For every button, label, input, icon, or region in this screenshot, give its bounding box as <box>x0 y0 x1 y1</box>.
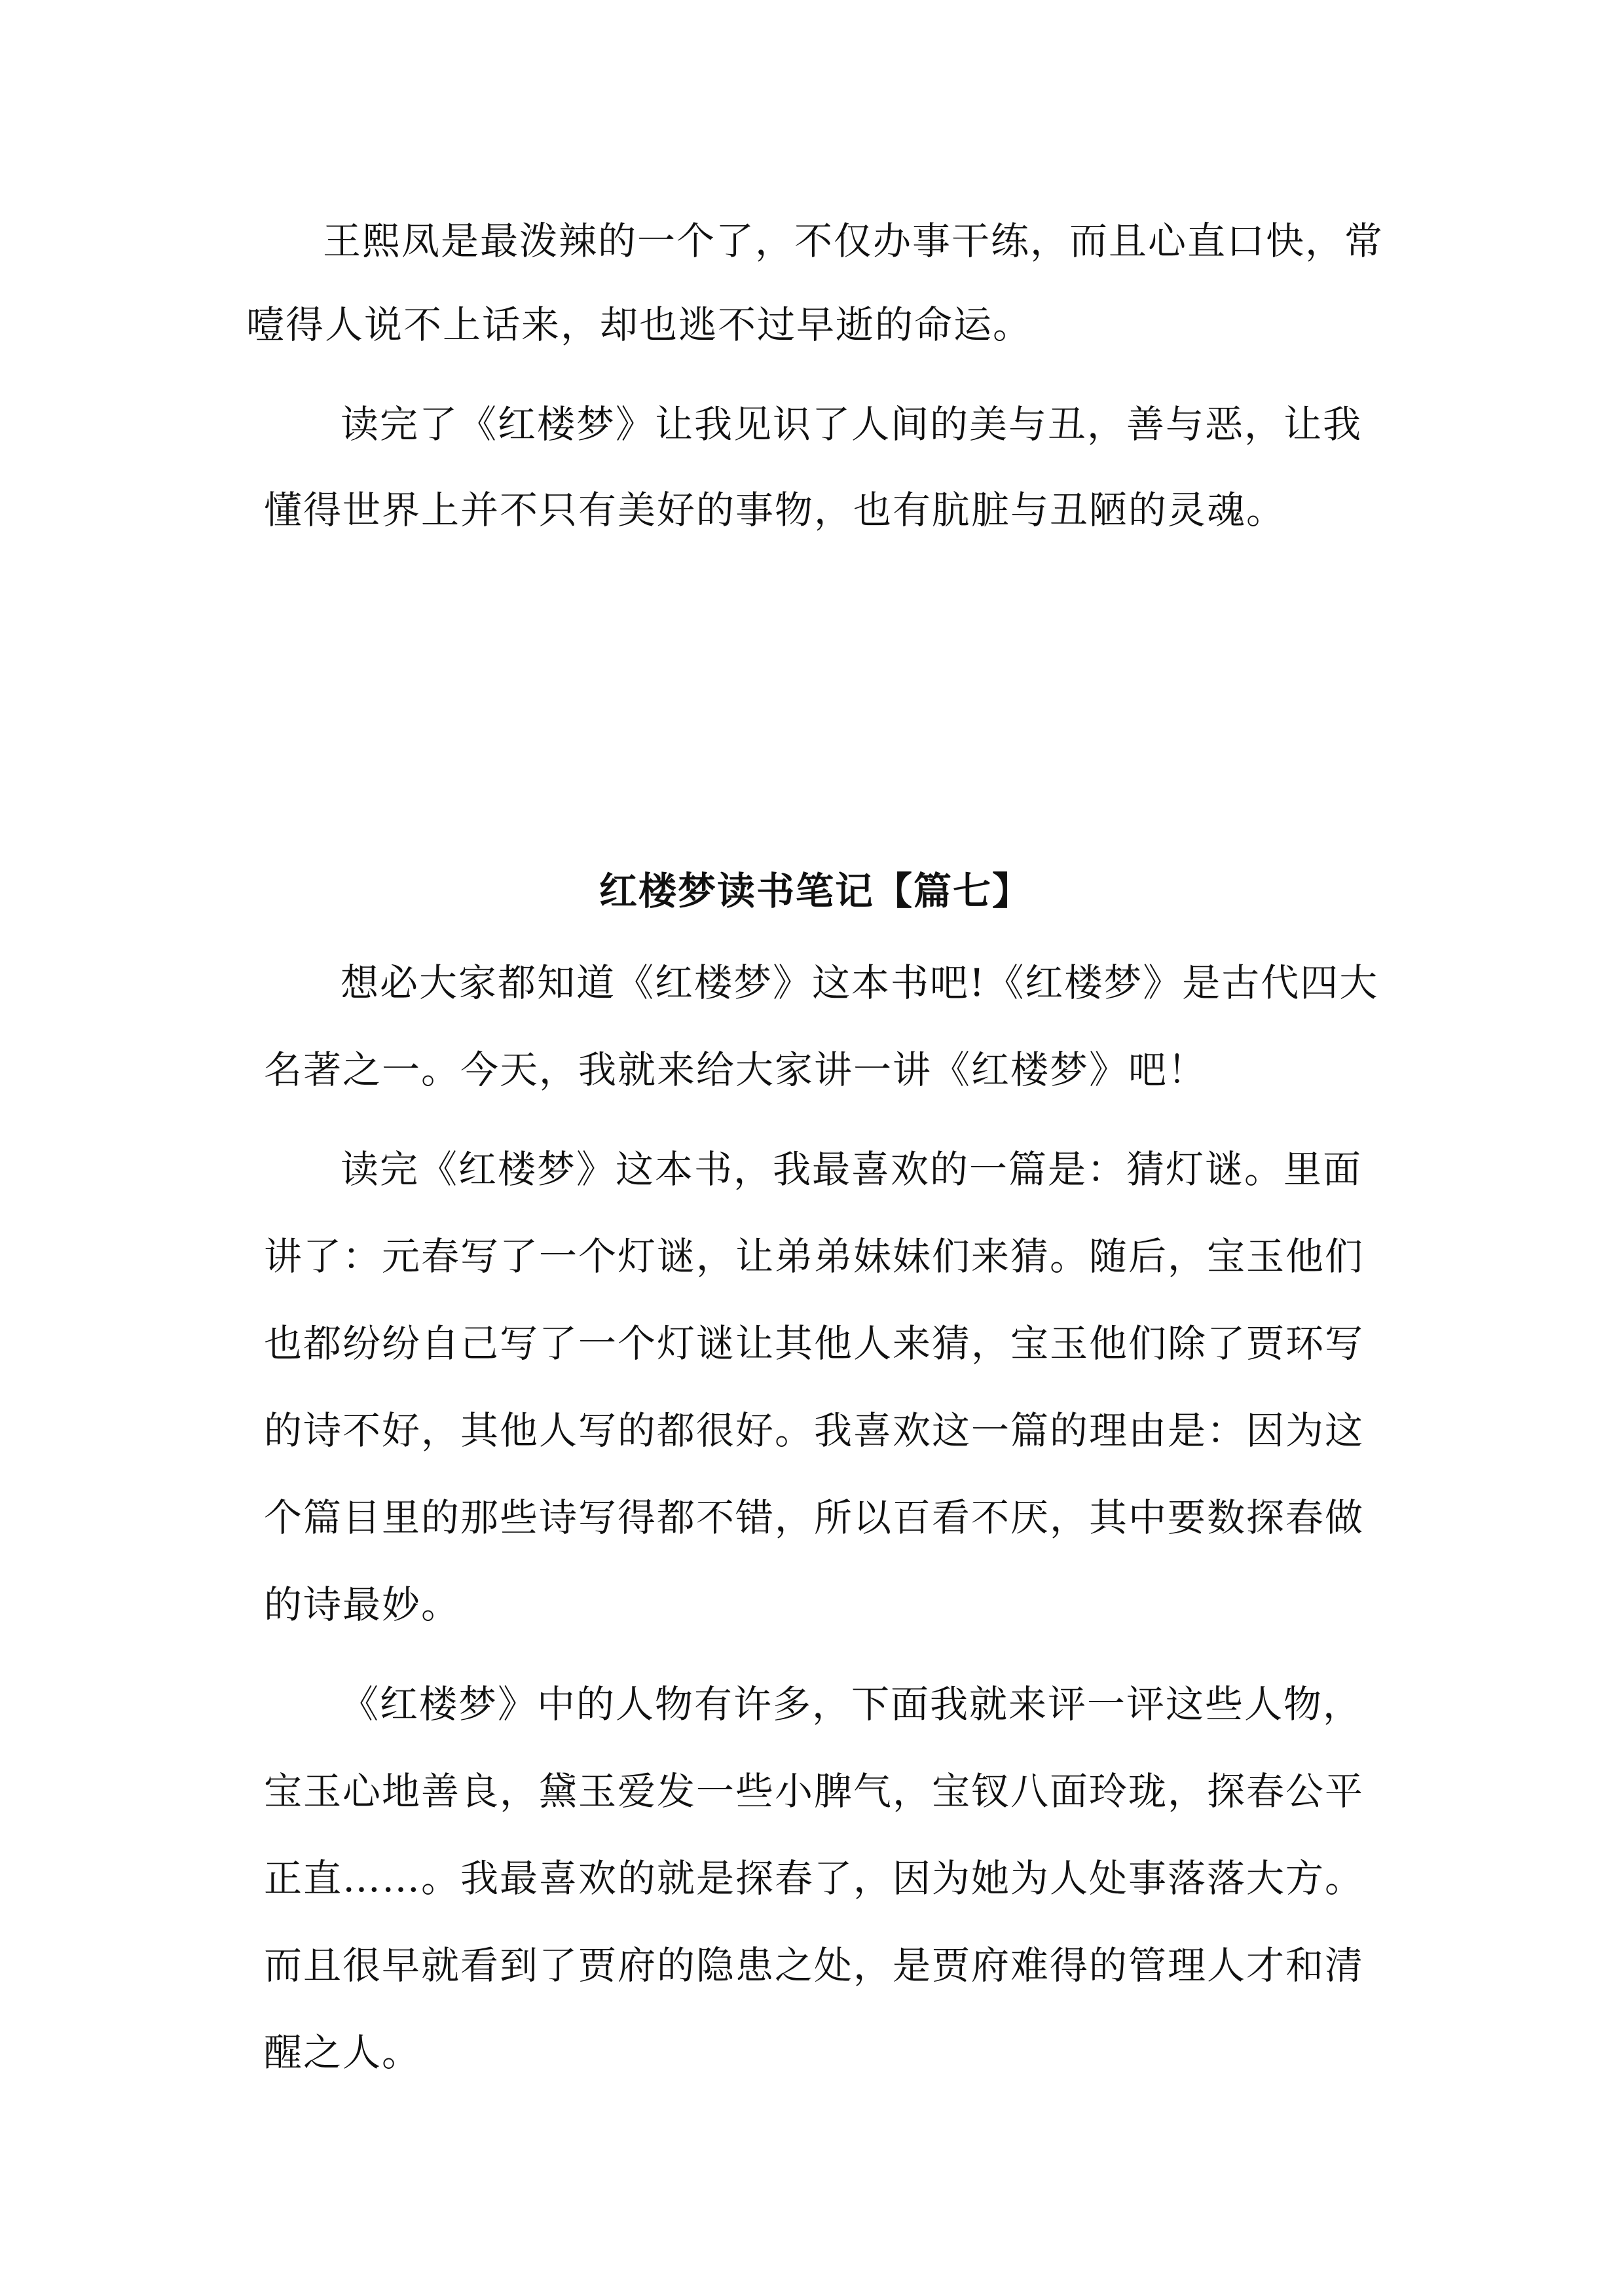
paragraph-line: 读完了《红楼梦》让我见识了人间的美与丑，善与恶，让我 <box>341 402 1363 446</box>
paragraph-line: 想必大家都知道《红楼梦》这本书吧!《红楼梦》是古代四大 <box>341 960 1379 1005</box>
paragraph-line: 的诗不好，其他人写的都很好。我喜欢这一篇的理由是：因为这 <box>264 1408 1365 1453</box>
paragraph-line: 正直……。我最喜欢的就是探春了，因为她为人处事落落大方。 <box>264 1856 1365 1901</box>
paragraph-line: 个篇目里的那些诗写得都不错，所以百看不厌，其中要数探春做 <box>264 1495 1365 1540</box>
paragraph-line: 的诗最妙。 <box>264 1582 461 1627</box>
paragraph-line: 讲了：元春写了一个灯谜，让弟弟妹妹们来猜。随后，宝玉他们 <box>264 1234 1365 1279</box>
paragraph-line: 读完《红楼梦》这本书，我最喜欢的一篇是：猜灯谜。里面 <box>341 1147 1363 1192</box>
paragraph-line: 懂得世界上并不只有美好的事物，也有肮脏与丑陋的灵魂。 <box>264 488 1286 532</box>
paragraph-line: 王熙凤是最泼辣的一个了，不仅办事干练，而且心直口快，常 <box>323 219 1384 263</box>
paragraph-line: 名著之一。今天，我就来给大家讲一讲《红楼梦》吧！ <box>264 1048 1208 1092</box>
paragraph-line: 《红楼梦》中的人物有许多，下面我就来评一评这些人物， <box>341 1682 1363 1726</box>
paragraph-line: 宝玉心地善良，黛玉爱发一些小脾气，宝钗八面玲珑，探春公平 <box>264 1769 1365 1813</box>
paragraph-line: 而且很早就看到了贾府的隐患之处，是贾府难得的管理人才和清 <box>264 1943 1365 1988</box>
paragraph-line: 噎得人说不上话来，却也逃不过早逝的命运。 <box>246 302 1033 347</box>
section-title: 红楼梦读书笔记【篇七】 <box>599 869 1032 913</box>
paragraph-line: 醒之人。 <box>264 2030 422 2075</box>
paragraph-line: 也都纷纷自己写了一个灯谜让其他人来猜，宝玉他们除了贾环写 <box>264 1321 1365 1366</box>
